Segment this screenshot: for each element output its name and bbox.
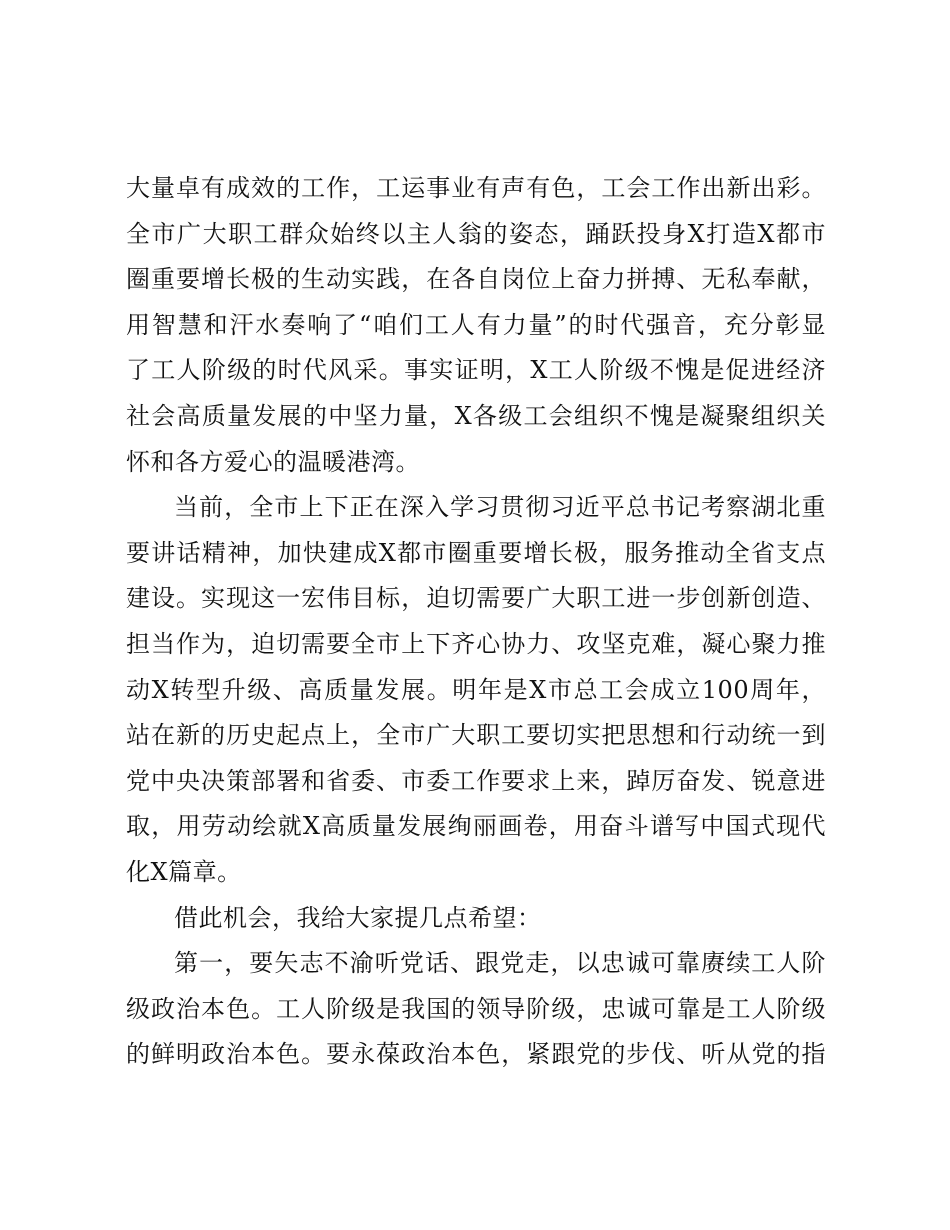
text-line: 级政治本色。工人阶级是我国的领导阶级，忠诚可靠是工人阶级 bbox=[126, 994, 826, 1023]
text-line: 的鲜明政治本色。要永葆政治本色，紧跟党的步伐、听从党的指 bbox=[126, 1040, 826, 1069]
text-line: 了工人阶级的时代风采。事实证明，X工人阶级不愧是促进经济 bbox=[126, 356, 826, 385]
text-line: 用智慧和汗水奏响了“咱们工人有力量”的时代强音，充分彰显 bbox=[126, 310, 826, 339]
text-line: 动X转型升级、高质量发展。明年是X市总工会成立100周年， bbox=[126, 675, 826, 704]
text-line: 借此机会，我给大家提几点希望： bbox=[174, 903, 542, 932]
text-line: 要讲话精神，加快建成X都市圈重要增长极，服务推动全省支点 bbox=[126, 538, 826, 567]
text-line: 站在新的历史起点上，全市广大职工要切实把思想和行动统一到 bbox=[126, 721, 826, 750]
text-line: 社会高质量发展的中坚力量，X各级工会组织不愧是凝聚组织关 bbox=[126, 401, 826, 430]
text-line: 大量卓有成效的工作，工运事业有声有色，工会工作出新出彩。 bbox=[126, 174, 826, 202]
text-line: 全市广大职工群众始终以主人翁的姿态，踊跃投身X打造X都市 bbox=[126, 219, 826, 248]
body-text bbox=[126, 166, 826, 1078]
text-line: 当前，全市上下正在深入学习贯彻习近平总书记考察湖北重 bbox=[174, 493, 826, 522]
text-line: 圈重要增长极的生动实践，在各自岗位上奋力拼搏、无私奉献， bbox=[126, 265, 826, 294]
text-line: 第一，要矢志不渝听党话、跟党走，以忠诚可靠赓续工人阶 bbox=[174, 949, 826, 978]
text-line: 党中央决策部署和省委、市委工作要求上来，踔厉奋发、锐意进 bbox=[126, 766, 826, 795]
text-line: 化X篇章。 bbox=[126, 857, 242, 886]
text-line: 建设。实现这一宏伟目标，迫切需要广大职工进一步创新创造、 bbox=[126, 584, 826, 613]
text-line: 取，用劳动绘就X高质量发展绚丽画卷，用奋斗谱写中国式现代 bbox=[126, 812, 826, 841]
text-line: 怀和各方爱心的温暖港湾。 bbox=[126, 447, 420, 476]
text-line: 担当作为，迫切需要全市上下齐心协力、攻坚克难，凝心聚力推 bbox=[126, 629, 826, 658]
